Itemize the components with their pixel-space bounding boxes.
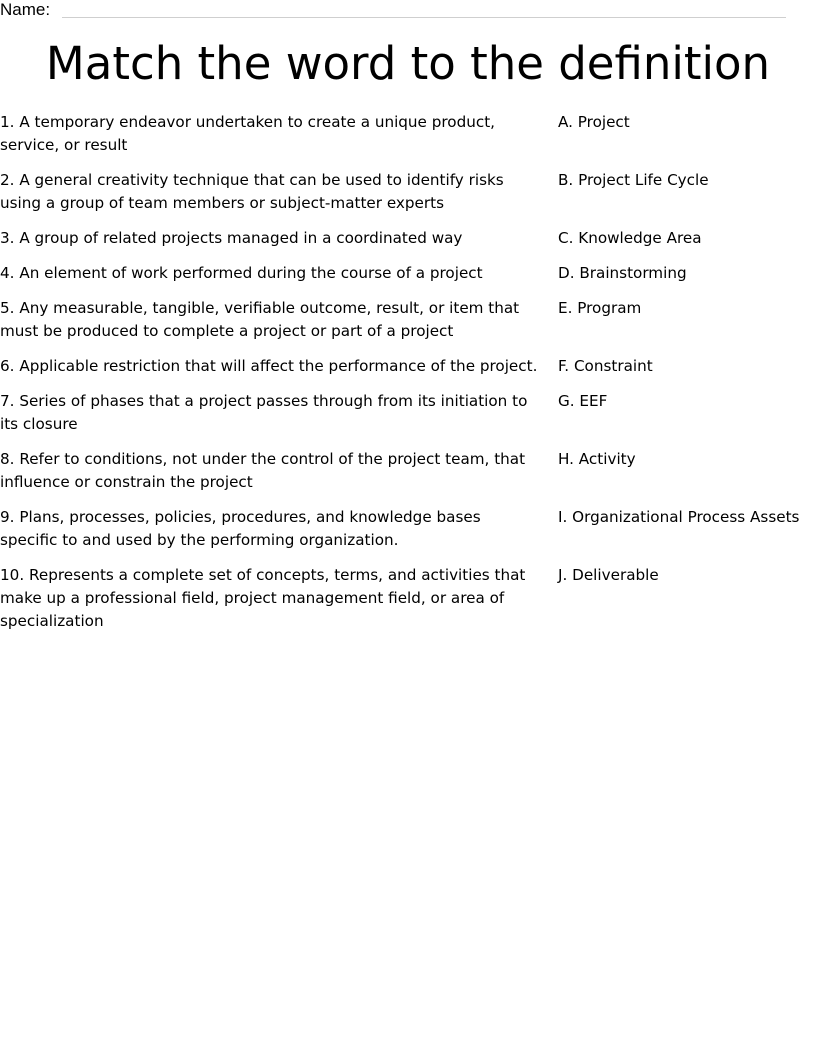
term-text: H. Activity (558, 450, 636, 468)
definition-text: 5. Any measurable, tangible, verifiable outcome, result, or item that must be produced to complete a project or part of a project (0, 299, 520, 340)
name-underline[interactable] (62, 17, 786, 18)
matching-row (0, 390, 816, 436)
matching-row (0, 506, 816, 552)
definition-text: 10. Represents a complete set of concepts, terms, and activities that make up a professional field, project management field, or area of specialization (0, 566, 526, 630)
matching-row (0, 297, 816, 343)
term-text: F. Constraint (558, 357, 653, 375)
definition-text: 9. Plans, processes, policies, procedures, and knowledge bases specific to and used by the performing organization. (0, 508, 481, 549)
page-title: Match the word to the definition (45, 37, 771, 90)
definition-text: 2. A general creativity technique that can be used to identify risks using a group of team members or subject-matter experts (0, 171, 504, 212)
term-text: I. Organizational Process Assets (558, 508, 800, 526)
term-text: G. EEF (558, 392, 608, 410)
term-text: E. Program (558, 299, 642, 317)
name-label: Name: (0, 0, 51, 19)
definition-text: 8. Refer to conditions, not under the control of the project team, that influence or constrain the project (0, 450, 526, 491)
definition-text: 3. A group of related projects managed in a coordinated way (0, 229, 463, 247)
definition-text: 7. Series of phases that a project passes through from its initiation to its closure (0, 392, 528, 433)
definition-text: 6. Applicable restriction that will affect the performance of the project. (0, 357, 538, 375)
term-text: D. Brainstorming (558, 264, 687, 282)
matching-row (0, 227, 816, 250)
term-text: C. Knowledge Area (558, 229, 702, 247)
matching-row (0, 169, 816, 215)
matching-row (0, 355, 816, 378)
definition-text: 1. A temporary endeavor undertaken to create a unique product, service, or result (0, 113, 495, 154)
term-text: B. Project Life Cycle (558, 171, 709, 189)
name-field[interactable] (0, 0, 786, 20)
matching-row (0, 262, 816, 285)
matching-row (0, 111, 816, 157)
definition-text: 4. An element of work performed during the course of a project (0, 264, 483, 282)
term-text: A. Project (558, 113, 630, 131)
matching-row (0, 448, 816, 494)
term-text: J. Deliverable (558, 566, 659, 584)
matching-list (0, 111, 816, 645)
matching-row (0, 564, 816, 633)
